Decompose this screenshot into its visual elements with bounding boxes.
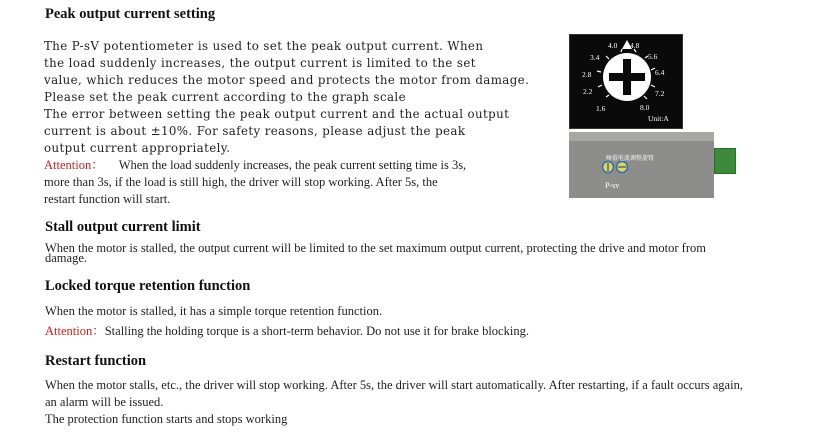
dial-tick-label: 2.8: [582, 70, 592, 79]
driver-connector: [714, 148, 736, 174]
locked-torque-heading: Locked torque retention function: [45, 278, 251, 294]
dial-tick-label: 4.0: [608, 41, 618, 50]
dial-tick-label: 2.2: [583, 87, 593, 96]
dial-unit-label: Unit:A: [648, 114, 669, 123]
stall-paragraph: [45, 243, 706, 263]
dial-svg: [570, 35, 682, 128]
peak-line: output current appropriately.: [44, 141, 231, 155]
attention-line: restart function will start.: [44, 192, 171, 206]
attention-label: Attention：: [44, 158, 104, 172]
peak-line: The error between setting the peak output current and the actual output: [44, 107, 510, 121]
peak-line: the load suddenly increases, the output current is limited to the set: [44, 56, 476, 70]
driver-psv-label: P-sv: [605, 181, 620, 190]
dial-tick-label: 3.4: [590, 53, 600, 62]
stall-heading: Stall output current limit: [45, 219, 201, 235]
peak-attention: [44, 157, 466, 208]
dial-knob-slot-horizontal: [609, 73, 645, 81]
restart-paragraph: [45, 377, 743, 428]
driver-top-strip: [569, 132, 714, 141]
restart-line: The protection function starts and stops working: [45, 412, 288, 426]
restart-line: When the motor stalls, etc., the driver will stop working. After 5s, the driver will start automatically. After restarting, if a fault occurs again,: [45, 378, 743, 392]
locked-torque-attention: [45, 323, 529, 340]
stall-line: damage.: [45, 251, 87, 265]
dial-tick-label: 4.8: [630, 41, 640, 50]
restart-heading: Restart function: [45, 353, 147, 369]
stall-line: When the motor is stalled, the output current will be limited to the set maximum output current, protecting the drive and motor from: [45, 241, 706, 255]
dial-tick-label: 7.2: [655, 89, 665, 98]
dial-tick-label: 8.0: [640, 103, 650, 112]
attention-text: Stalling the holding torque is a short-term behavior. Do not use it for brake blocking.: [104, 324, 529, 338]
peak-line: The P-sV potentiometer is used to set the peak output current. When: [44, 39, 484, 53]
dial-tick-label: 6.4: [655, 68, 665, 77]
peak-line: current is about ±10%. For safety reasons, please adjust the peak: [44, 124, 466, 138]
driver-knobs-icon: [599, 159, 633, 175]
attention-line: more than 3s, if the load is still high, the driver will stop working. After 5s, the: [44, 175, 438, 189]
attention-label: Attention：: [45, 324, 105, 338]
peak-current-dial-diagram: [569, 34, 683, 129]
locked-torque-text: When the motor is stalled, it has a simple torque retention function.: [45, 304, 383, 318]
driver-panel-photo: [569, 132, 714, 198]
restart-line: an alarm will be issued.: [45, 395, 164, 409]
peak-current-heading: Peak output current setting: [45, 6, 216, 22]
dial-tick-label: 5.6: [648, 52, 658, 61]
attention-text: When the load suddenly increases, the peak current setting time is 3s,: [118, 158, 467, 172]
dial-tick-label: 1.6: [596, 104, 606, 113]
driver-knob-caption: 峰值电流调整旋钮: [606, 155, 655, 162]
peak-paragraph: [44, 38, 529, 157]
peak-line: Please set the peak current according to the graph scale: [44, 90, 406, 104]
peak-line: value, which reduces the motor speed and protects the motor from damage.: [44, 73, 530, 87]
